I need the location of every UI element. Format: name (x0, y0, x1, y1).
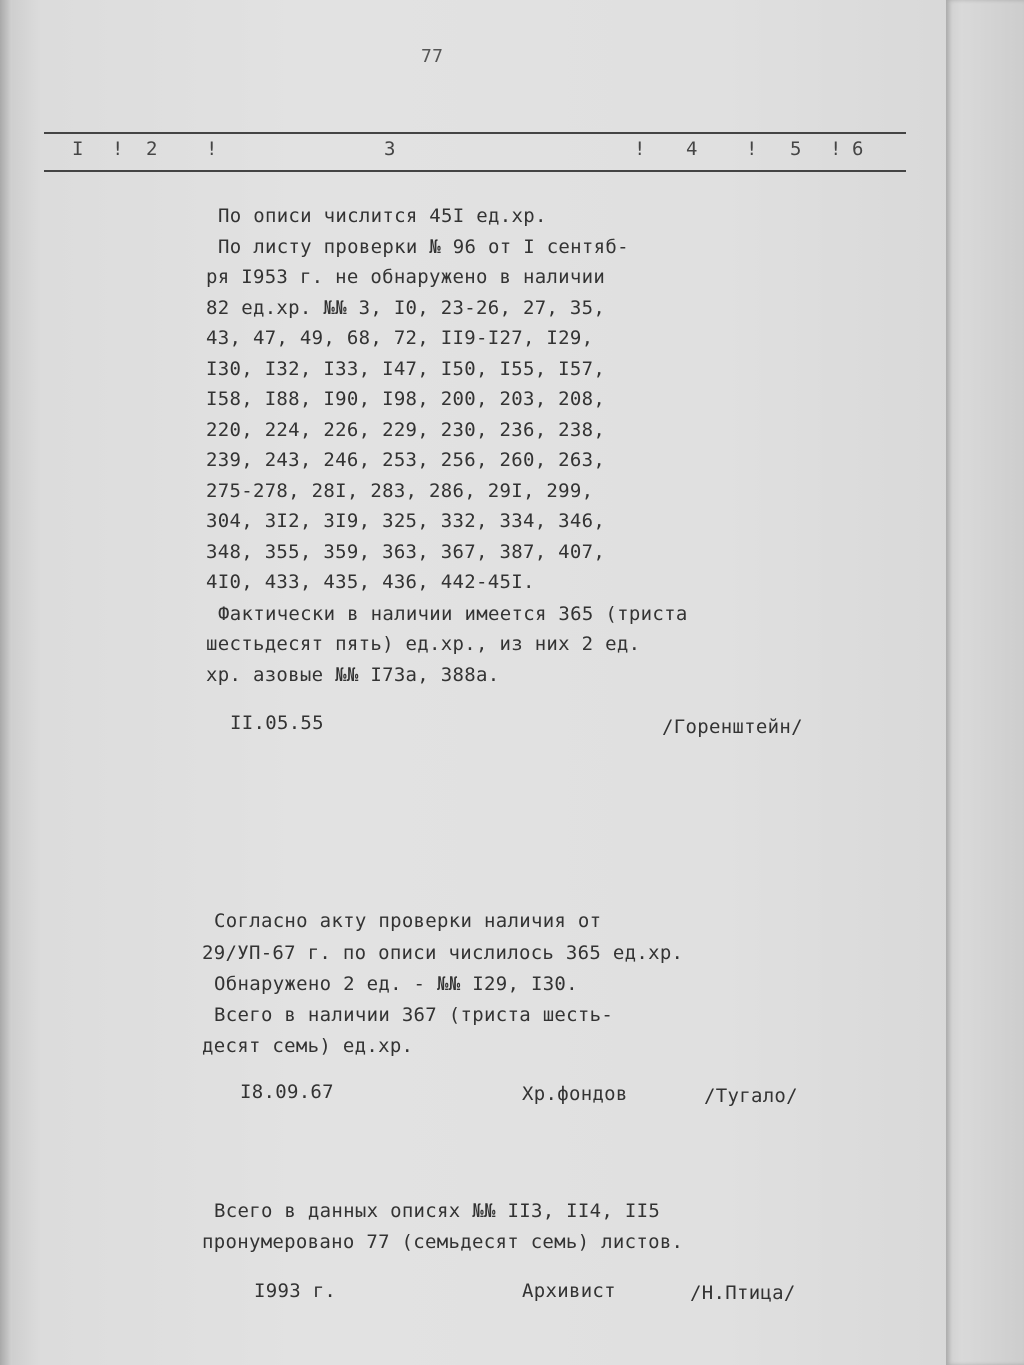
header-rule-top (44, 132, 906, 134)
header-col-2: 2 (146, 138, 158, 160)
entry2-line: Согласно акту проверки наличия от (214, 910, 602, 932)
header-col-3: 3 (384, 138, 396, 160)
entry1-line: 82 ед.хр. №№ 3, I0, 23-26, 27, 35, (206, 297, 606, 319)
entry3-signature: /Н.Птица/ (690, 1282, 796, 1304)
header-sep: ! (634, 138, 646, 160)
header-col-1: I (72, 138, 84, 160)
entry1-line: хр. азовые №№ I73а, 388а. (206, 664, 500, 686)
entry3-line: пронумеровано 77 (семьдесят семь) листов. (202, 1231, 684, 1253)
page-number: 77 (421, 46, 444, 67)
entry2-date: I8.09.67 (240, 1081, 334, 1103)
entry1-line: По листу проверки № 96 от I сентяб- (218, 236, 629, 258)
entry1-line: 275-278, 28I, 283, 286, 29I, 299, (206, 480, 594, 502)
entry1-line: Фактически в наличии имеется 365 (триста (218, 603, 688, 625)
entry2-line: 29/УП-67 г. по описи числилось 365 ед.хр. (202, 942, 684, 964)
page-left-edge (0, 0, 12, 1365)
entry1-line: 348, 355, 359, 363, 367, 387, 407, (206, 541, 606, 563)
header-col-4: 4 (686, 138, 698, 160)
entry1-line: 304, 3I2, 3I9, 325, 332, 334, 346, (206, 510, 606, 532)
entry1-date: II.05.55 (230, 712, 324, 734)
header-sep: ! (746, 138, 758, 160)
header-sep: ! (112, 138, 124, 160)
header-sep: ! (206, 138, 218, 160)
entry1-line: I30, I32, I33, I47, I50, I55, I57, (206, 358, 606, 380)
entry3-line: Всего в данных описях №№ II3, II4, II5 (214, 1200, 661, 1222)
header-col-6: 6 (852, 138, 864, 160)
entry3-date: I993 г. (254, 1280, 337, 1302)
entry2-position: Хр.фондов (522, 1083, 628, 1105)
entry1-line: 43, 47, 49, 68, 72, II9-I27, I29, (206, 327, 594, 349)
entry2-line: Всего в наличии 367 (триста шесть- (214, 1004, 614, 1026)
entry1-line: ря I953 г. не обнаружено в наличии (206, 266, 606, 288)
entry1-line: 220, 224, 226, 229, 230, 236, 238, (206, 419, 606, 441)
entry1-line: 4I0, 433, 435, 436, 442-45I. (206, 571, 535, 593)
entry1-line: 239, 243, 246, 253, 256, 260, 263, (206, 449, 606, 471)
entry2-signature: /Тугало/ (704, 1085, 798, 1107)
entry2-line: Обнаружено 2 ед. - №№ I29, I30. (214, 973, 578, 995)
underlying-sheet-edge (946, 0, 1024, 1365)
header-rule-bottom (44, 170, 906, 172)
entry2-line: десят семь) ед.хр. (202, 1035, 414, 1057)
entry1-line: шестьдесят пять) ед.хр., из них 2 ед. (206, 633, 641, 655)
entry1-signature: /Горенштейн/ (662, 716, 803, 738)
header-sep: ! (830, 138, 842, 160)
header-col-5: 5 (790, 138, 802, 160)
entry1-line: По описи числится 45I ед.хр. (218, 205, 547, 227)
entry3-position: Архивист (522, 1280, 616, 1302)
entry1-line: I58, I88, I90, I98, 200, 203, 208, (206, 388, 606, 410)
